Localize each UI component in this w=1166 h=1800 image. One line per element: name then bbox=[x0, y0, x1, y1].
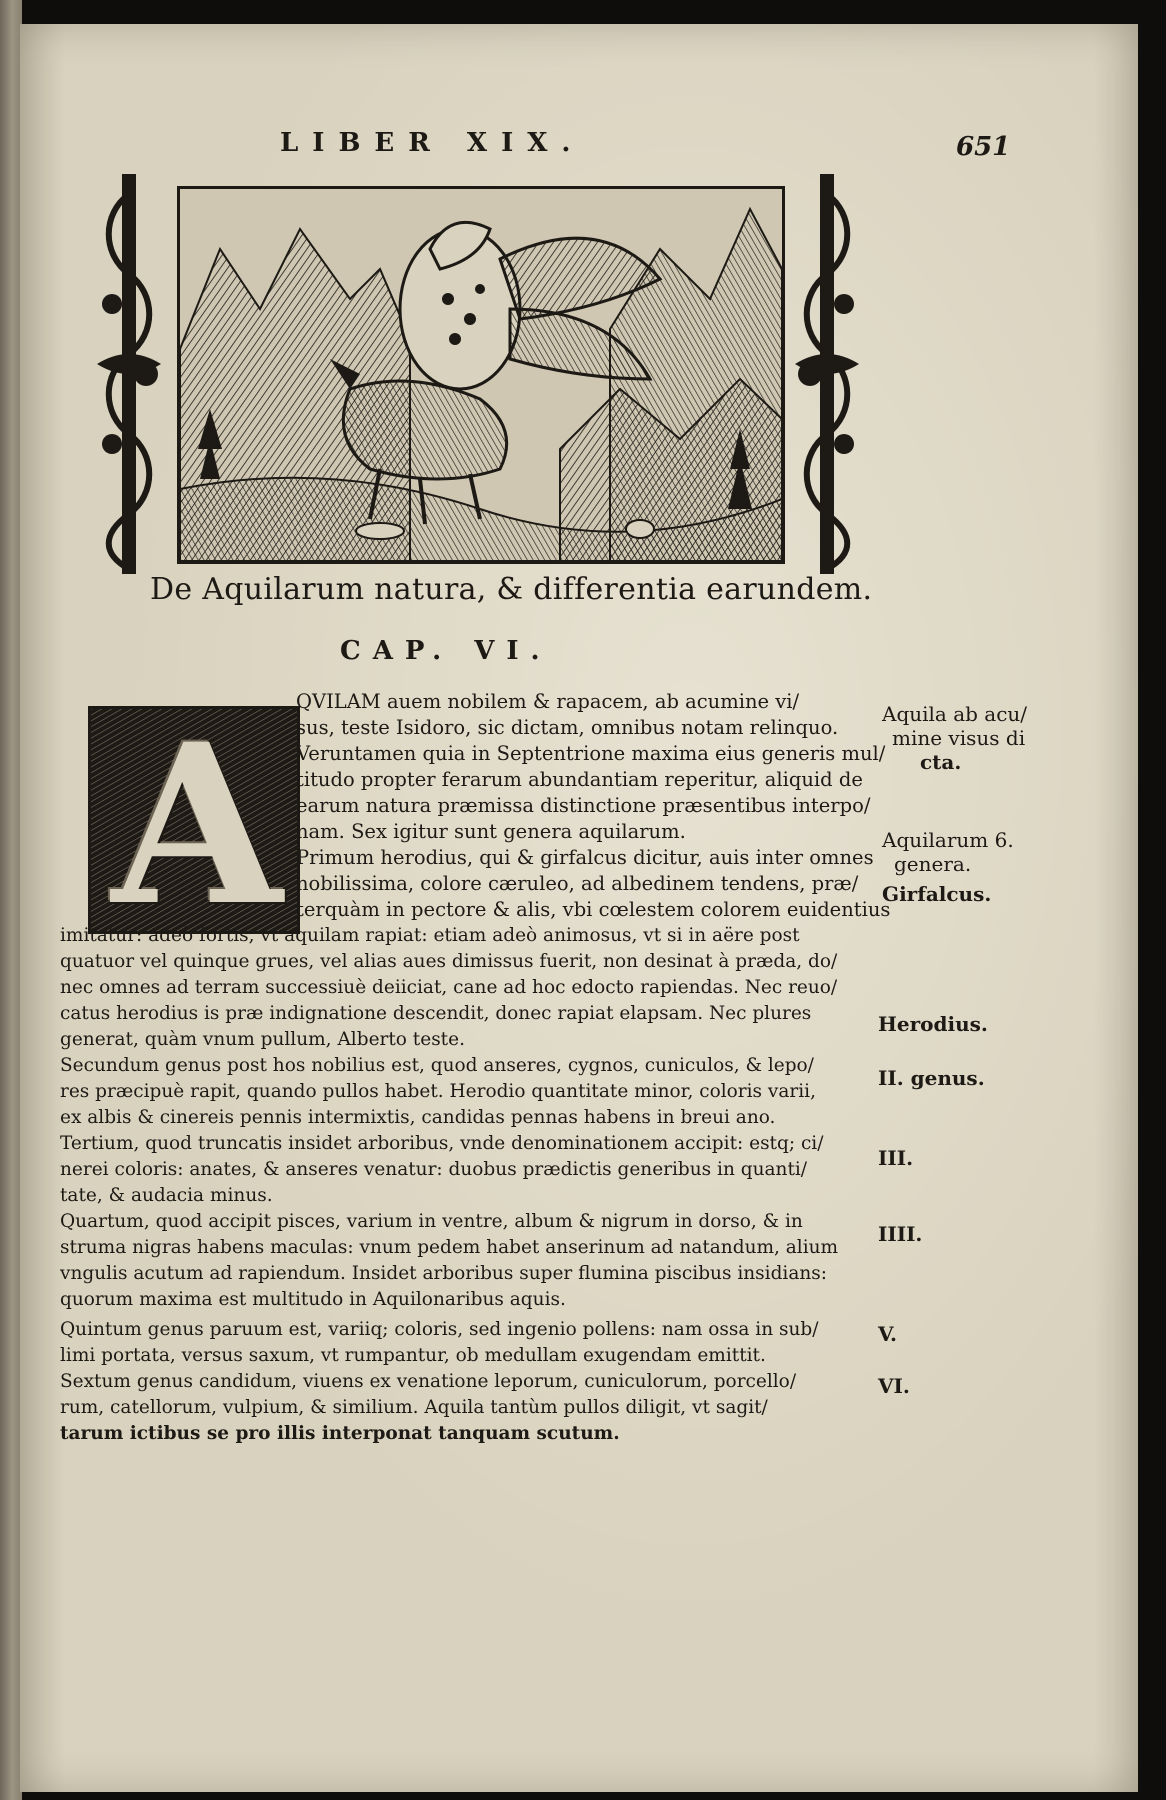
initial-letter: A bbox=[111, 695, 283, 954]
margin-note: III. bbox=[878, 1146, 914, 1170]
ornament-right-icon bbox=[790, 174, 864, 574]
text-line: quorum maxima est multitudo in Aquilonaribus aquis. bbox=[60, 1289, 566, 1310]
text-line: tarum ictibus se pro illis interponat tanquam scutum. bbox=[60, 1423, 620, 1444]
book-page bbox=[20, 24, 1138, 1792]
text-line: earum natura præmissa distinctione præsentibus interpo/ bbox=[296, 794, 871, 817]
text-line: quatuor vel quinque grues, vel alias aues dimissus fuerit, non desinat à præda, do/ bbox=[60, 951, 838, 972]
margin-note: genera. bbox=[894, 852, 972, 876]
decorated-initial-icon bbox=[88, 695, 300, 954]
text-line: struma nigras habens maculas: vnum pedem habet anserinum ad natandum, alium bbox=[60, 1237, 839, 1258]
text-line: nec omnes ad terram successiuè deiiciat, cane ad hoc edocto rapiendas. Nec reuo/ bbox=[60, 977, 838, 998]
margin-note: cta. bbox=[920, 750, 962, 774]
text-line: res præcipuè rapit, quando pullos habet. Herodio quantitate minor, coloris varii, bbox=[60, 1081, 816, 1102]
text-line: Quartum, quod accipit pisces, varium in ventre, album & nigrum in dorso, & in bbox=[60, 1211, 803, 1232]
page-number: 651 bbox=[956, 132, 1011, 162]
text-line: nerei coloris: anates, & anseres venatur: duobus prædictis generibus in quanti/ bbox=[60, 1159, 808, 1180]
ornament-left-icon bbox=[92, 174, 166, 574]
text-line: limi portata, versus saxum, vt rumpantur, ob medullam exugendam emittit. bbox=[60, 1345, 766, 1366]
text-line: vngulis acutum ad rapiendum. Insidet arboribus super flumina piscibus insidians: bbox=[60, 1263, 828, 1284]
text-line: tate, & audacia minus. bbox=[60, 1185, 273, 1206]
text-line: sus, teste Isidoro, sic dictam, omnibus notam relinquo. bbox=[296, 716, 839, 739]
chapter-title: De Aquilarum natura, & differentia earundem. bbox=[150, 572, 873, 607]
text-line: Veruntamen quia in Septentrione maxima eius generis mul/ bbox=[296, 742, 886, 765]
text-line: Primum herodius, qui & girfalcus dicitur, auis inter omnes bbox=[296, 846, 874, 869]
margin-note: V. bbox=[878, 1322, 897, 1346]
text-line: Sextum genus candidum, viuens ex venatione leporum, cuniculorum, porcello/ bbox=[60, 1371, 797, 1392]
margin-note: Aquilarum 6. bbox=[882, 828, 1014, 852]
running-head: LIBER XIX. bbox=[280, 128, 585, 158]
text-line: terquàm in pectore & alis, vbi cœlestem colorem euidentius bbox=[296, 898, 891, 921]
text-line: rum, catellorum, vulpium, & similium. Aquila tantùm pullos diligit, vt sagit/ bbox=[60, 1397, 768, 1418]
text-line: ex albis & cinereis pennis intermixtis, candidas pennas habens in breui ano. bbox=[60, 1107, 776, 1128]
margin-note: VI. bbox=[878, 1374, 910, 1398]
margin-note: Girfalcus. bbox=[882, 882, 992, 906]
margin-note: mine visus di bbox=[892, 726, 1026, 750]
text-line: Quintum genus paruum est, variiq; coloris, sed ingenio pollens: nam ossa in sub/ bbox=[60, 1319, 819, 1340]
text-line: Secundum genus post hos nobilius est, quod anseres, cygnos, cuniculos, & lepo/ bbox=[60, 1055, 814, 1076]
text-line: nobilissima, colore cæruleo, ad albedinem tendens, præ/ bbox=[296, 872, 859, 895]
text-line: QVILAM auem nobilem & rapacem, ab acumine vi/ bbox=[296, 690, 800, 713]
margin-note: II. genus. bbox=[878, 1066, 985, 1090]
eagle-woodcut-icon bbox=[177, 186, 785, 564]
margin-note: IIII. bbox=[878, 1222, 923, 1246]
margin-note: Aquila ab acu/ bbox=[882, 702, 1028, 726]
text-line: titudo propter ferarum abundantiam reperitur, aliquid de bbox=[296, 768, 863, 791]
margin-note: Herodius. bbox=[878, 1012, 988, 1036]
text-line: Tertium, quod truncatis insidet arboribus, vnde denominationem accipit: estq; ci/ bbox=[60, 1133, 824, 1154]
text-line: nam. Sex igitur sunt genera aquilarum. bbox=[296, 820, 686, 843]
text-line: generat, quàm vnum pullum, Alberto teste. bbox=[60, 1029, 465, 1050]
text-line: catus herodius is præ indignatione descendit, donec rapiat elapsam. Nec plures bbox=[60, 1003, 812, 1024]
text-line: imitatur: adeò fortis, vt aquilam rapiat: etiam adeò animosus, vt si in aëre post bbox=[60, 925, 800, 946]
chapter-number: CAP. VI. bbox=[340, 636, 552, 666]
facing-page-edge bbox=[0, 0, 22, 1800]
